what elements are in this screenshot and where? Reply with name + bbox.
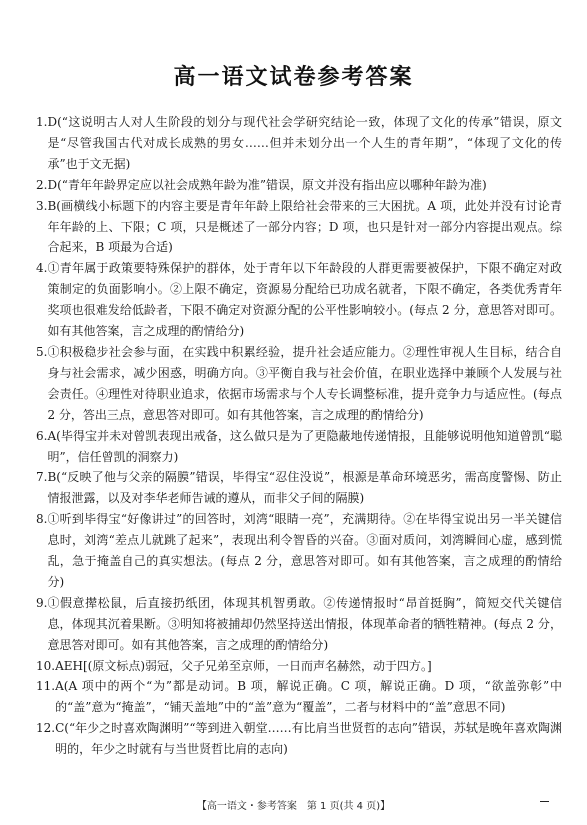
item-number: 8. bbox=[36, 512, 48, 527]
answer-item-7 bbox=[36, 467, 562, 509]
item-number: 3. bbox=[36, 198, 48, 213]
item-number: 11. bbox=[36, 679, 56, 694]
item-number: 4. bbox=[36, 261, 48, 276]
answer-item-10 bbox=[36, 656, 562, 677]
item-number: 12. bbox=[36, 721, 56, 736]
answer-item-1 bbox=[36, 112, 562, 175]
item-number: 5. bbox=[36, 344, 48, 359]
answer-list bbox=[36, 112, 562, 760]
item-text: AEH[(原文标点)弱冠，父子兄弟至京师，一日而声名赫然，动于四方。] bbox=[55, 658, 432, 673]
item-number: 6. bbox=[36, 428, 48, 443]
answer-item-8 bbox=[36, 509, 562, 593]
item-text: C(“年少之时喜欢陶渊明”“等到进入朝堂……有比肩当世贤哲的志向”错误，苏轼是晚年喜欢陶渊明的，年少之时就有与当世贤哲比肩的志向) bbox=[55, 721, 562, 757]
item-text: ①假意撵松鼠，后直接扔纸团，体现其机智勇敢。②传递情报时“昂首挺胸”，简短交代关键信息，体现其沉着果断。③明知将被捕却仍然坚持送出情报，体现革命者的牺牲精神。(每点 2 分，意思答对即可。如有其他答案，言之成理的酌情给分) bbox=[47, 595, 562, 652]
answer-item-2 bbox=[36, 175, 562, 196]
item-text: ①听到毕得宝“好像讲过”的回答时，刘湾“眼睛一亮”，充满期待。②在毕得宝说出另一半关键信息时，刘湾“差点儿就跳了起来”，表现出利令智昏的兴奋。③面对质问，刘湾瞬间心虚，感到慌乱，急于掩盖自己的真实想法。(每点 2 分，意思答对即可。如有其他答案，言之成理的酌情给分) bbox=[47, 512, 562, 589]
item-text: A(A 项中的两个“为”都是动词。B 项，解说正确。C 项，解说正确。D 项，“欲盖弥彰”中的“盖”意为“掩盖”，“铺天盖地”中的“盖”意为“覆盖”，二者与材料中的“盖”意思不同) bbox=[55, 679, 562, 715]
item-text: D(“这说明古人对人生阶段的划分与现代社会学研究结论一致，体现了文化的传承”错误，原文是“尽管我国古代对成长成熟的男女……但并未划分出一个人生的青年期”，“体现了文化的传承”也于文无据) bbox=[47, 115, 562, 171]
item-text: B(画横线小标题下的内容主要是青年年龄上限给社会带来的三大困扰。A 项，此处并没有讨论青年年龄的上、下限；C 项，只是概述了一部分内容；D 项，也只是针对一部分内容提出观点。综合起来，B 项最为合适) bbox=[47, 198, 562, 255]
item-number: 9. bbox=[36, 595, 48, 610]
answer-item-12 bbox=[36, 718, 562, 760]
answer-item-6 bbox=[36, 426, 562, 468]
answer-item-4 bbox=[36, 258, 562, 342]
item-number: 1. bbox=[36, 115, 48, 129]
answer-item-5 bbox=[36, 342, 562, 426]
item-number: 2. bbox=[36, 177, 48, 192]
item-text: ①青年属于政策要特殊保护的群体，处于青年以下年龄段的人群更需要被保护，下限不确定对政策制定的负面影响小。②上限不确定，资源易分配给已功成名就者，下限不确定，各类优秀青年奖项也很难发给低龄者，下限不确定对资源分配的公平性影响较小。(每点 2 分，意思答对即可。如有其他答案，言之成理的酌情给分) bbox=[47, 261, 562, 339]
item-text: ①积极稳步社会参与面，在实践中积累经验，提升社会适应能力。②理性审视人生目标，结合自身与社会需求，减少困惑，明确方向。③平衡自我与社会价值，在职业选择中兼顾个人发展与社会责任。④理性对待职业追求，依据市场需求与个人专长调整标准，提升竞争力与适应性。(每点 2 分，答出三点，意思答对即可。如有其他答案，言之成理的酌情给分) bbox=[47, 344, 562, 422]
answer-item-9 bbox=[36, 593, 562, 656]
corner-dash bbox=[540, 801, 549, 802]
item-text: B(“反映了他与父亲的隔膜”错误，毕得宝“忍住没说”，根源是革命环境恶劣，需高度警惕、防止情报泄露，以及对李华老师告诫的遵从，而非父子间的隔膜) bbox=[47, 470, 562, 506]
page-footer: 【高一语文・参考答案 第 1 页(共 4 页)】 bbox=[196, 801, 391, 812]
page-title: 高一语文试卷参考答案 bbox=[173, 65, 414, 90]
answer-item-11 bbox=[36, 676, 562, 718]
answer-item-3 bbox=[36, 196, 562, 259]
item-number: 7. bbox=[36, 470, 48, 485]
item-text: D(“青年年龄界定应以社会成熟年龄为准”错误，原文并没有指出应以哪种年龄为准) bbox=[47, 177, 487, 192]
item-number: 10. bbox=[36, 658, 56, 673]
item-text: A(毕得宝并未对曾凯表现出戒备，这么做只是为了更隐蔽地传递情报，且能够说明他知道曾凯“聪明”，信任曾凯的洞察力) bbox=[47, 428, 562, 464]
